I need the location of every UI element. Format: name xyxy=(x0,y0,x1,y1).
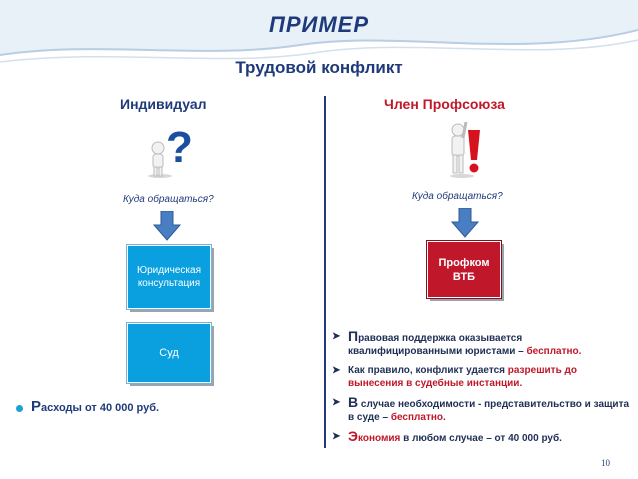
down-arrow-icon xyxy=(153,211,181,241)
profkom-label: Профком ВТБ xyxy=(438,256,490,283)
list-item xyxy=(332,430,632,445)
right-heading: Член Профсоюза xyxy=(384,96,505,112)
expenses-text: асходы от 40 000 руб. xyxy=(41,402,160,414)
item-text: Как правило, конфликт удается xyxy=(348,365,508,376)
page-subtitle: Трудовой конфликт xyxy=(235,58,403,77)
item-initial: П xyxy=(348,328,359,344)
list-item xyxy=(332,396,632,424)
left-question: Куда обращаться? xyxy=(123,194,214,205)
list-item xyxy=(332,364,632,390)
svg-text:?: ? xyxy=(166,123,193,172)
item-initial: Э xyxy=(348,428,358,444)
item-highlight: кономия xyxy=(357,433,401,444)
checkmark-arrow-icon: ➤ xyxy=(332,331,341,342)
legal-consultation-box xyxy=(127,245,211,309)
bullet-dot-icon xyxy=(16,405,23,412)
right-question: Куда обращаться? xyxy=(412,191,503,202)
item-text: случае необходимости - представительство и защита в суде – xyxy=(348,399,630,423)
page-title: ПРИМЕР xyxy=(269,12,369,37)
court-label: Суд xyxy=(159,347,179,359)
expenses-initial: Р xyxy=(31,398,42,415)
left-expenses-bullet xyxy=(16,398,159,415)
item-text: равовая поддержка оказывается квалифицированными юристами – xyxy=(348,333,527,357)
checkmark-arrow-icon: ➤ xyxy=(332,365,341,376)
item-highlight: бесплатно. xyxy=(390,412,446,423)
item-initial: В xyxy=(348,394,359,410)
item-highlight: разрешить до вынесения в судебные инстанции. xyxy=(348,365,577,389)
court-box xyxy=(127,323,211,383)
checkmark-arrow-icon: ➤ xyxy=(332,431,341,442)
item-text: в любом случае – от 40 000 руб. xyxy=(400,433,562,444)
column-divider xyxy=(324,96,326,448)
page-number: 10 xyxy=(601,458,610,468)
profkom-box xyxy=(427,241,501,298)
benefits-list xyxy=(332,330,632,451)
exclamation-mark-person-icon xyxy=(446,118,486,178)
item-highlight: бесплатно. xyxy=(526,346,582,357)
list-item xyxy=(332,330,632,358)
question-mark-person-icon xyxy=(146,122,196,178)
down-arrow-icon xyxy=(451,208,479,238)
legal-consultation-label: Юридическая консультация xyxy=(136,265,201,289)
checkmark-arrow-icon: ➤ xyxy=(332,397,341,408)
left-heading: Индивидуал xyxy=(120,96,207,112)
